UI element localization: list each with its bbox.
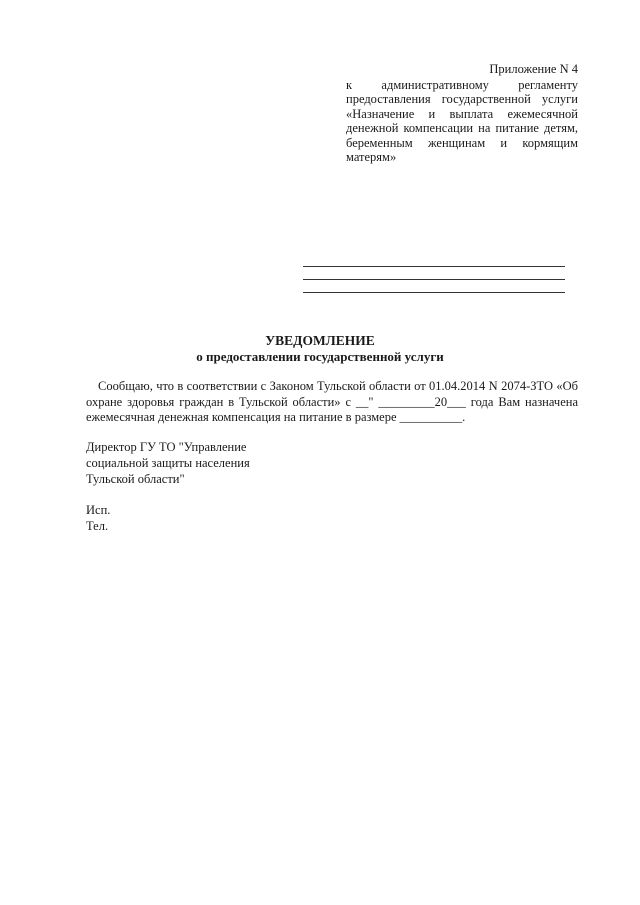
- addressee-line: [303, 292, 565, 293]
- appendix-header: [346, 62, 578, 165]
- contacts-block: [86, 502, 110, 534]
- signature-line-1: Директор ГУ ТО "Управление: [86, 440, 247, 454]
- notification-body: [86, 379, 578, 426]
- signature-block: [86, 439, 250, 487]
- phone-label: Тел.: [86, 519, 109, 533]
- addressee-line: [303, 266, 565, 267]
- signature-line-2: социальной защиты населения: [86, 456, 250, 470]
- appendix-number: Приложение N 4: [489, 62, 578, 76]
- signature-line-3: Тульской области": [86, 472, 185, 486]
- addressee-lines: [303, 266, 565, 305]
- notification-text: Сообщаю, что в соответствии с Законом Тульской области от 01.04.2014 N 2074-ЗТО «Об охране здоровья граждан в Тульской области» с __" _________20___ года Вам назначена ежемесячная денежная компенсация на питание в размере __________.: [86, 379, 578, 424]
- addressee-line: [303, 279, 565, 280]
- appendix-description: к административному регламенту предоставления государственной услуги «Назначение и выплата ежемесячной денежной компенсации на питание детям, беременным женщинам и кормящим матерям»: [346, 77, 578, 164]
- document-title: УВЕДОМЛЕНИЕ: [265, 333, 375, 348]
- document-subtitle: о предоставлении государственной услуги: [196, 349, 444, 364]
- executor-label: Исп.: [86, 503, 111, 517]
